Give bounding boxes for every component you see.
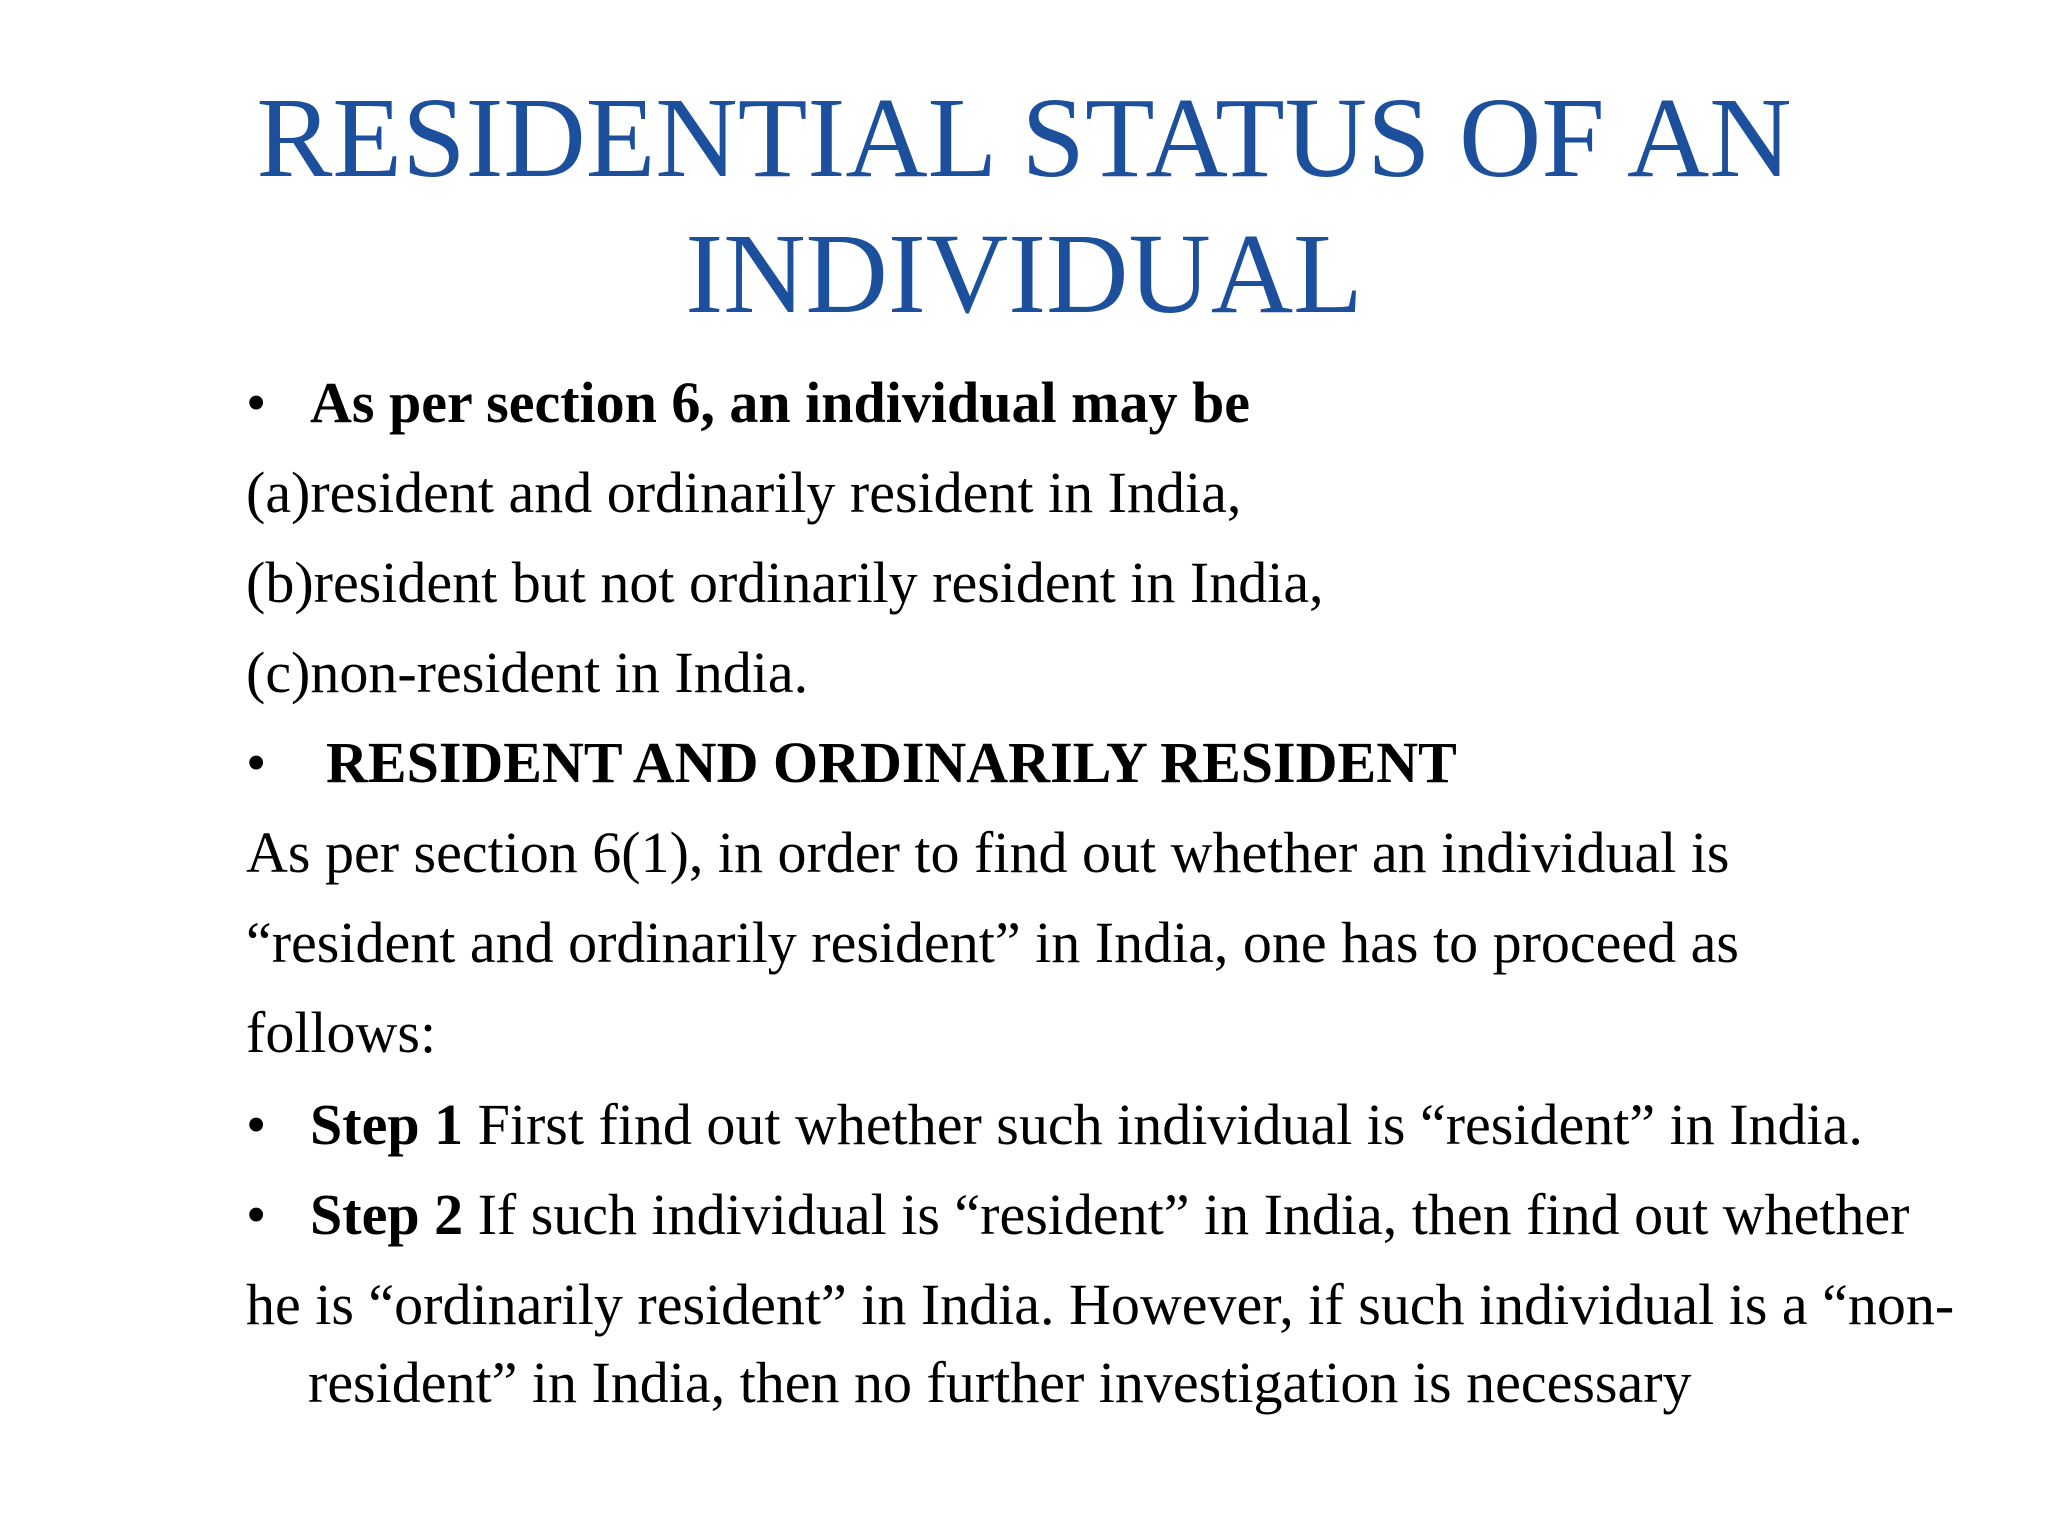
slide-title-line-2: INDIVIDUAL: [685, 210, 1363, 337]
bullet-marker: •: [246, 370, 267, 435]
step-1-label: Step 1: [310, 1092, 464, 1157]
option-b: (b)resident but not ordinarily resident in India,: [246, 550, 1324, 615]
step-2-content: [310, 1180, 1909, 1250]
step-2-continuation-2: resident” in India, then no further investigation is necessary: [308, 1350, 1692, 1415]
paragraph-line-1: As per section 6(1), in order to find out whether an individual is: [246, 820, 1730, 885]
step-2-text: If such individual is “resident” in India, then find out whether: [463, 1182, 1910, 1247]
step-2-continuation: he is “ordinarily resident” in India. However, if such individual is a “non-: [246, 1272, 1955, 1337]
option-a: (a)resident and ordinarily resident in India,: [246, 460, 1242, 525]
step-1-text: First find out whether such individual is “resident” in India.: [463, 1092, 1863, 1157]
paragraph-line-3: follows:: [246, 1000, 437, 1065]
paragraph-line-2: “resident and ordinarily resident” in India, one has to proceed as: [246, 910, 1739, 975]
step-1-content: [310, 1090, 1863, 1160]
section-heading: RESIDENT AND ORDINARILY RESIDENT: [326, 730, 1457, 795]
option-c: (c)non-resident in India.: [246, 640, 809, 705]
step-2-label: Step 2: [310, 1182, 464, 1247]
intro-bullet-text: As per section 6, an individual may be: [310, 370, 1250, 435]
bullet-marker: •: [246, 1092, 267, 1157]
slide-title-line-1: RESIDENTIAL STATUS OF AN: [256, 74, 1792, 201]
bullet-marker: •: [246, 1182, 267, 1247]
bullet-marker: •: [246, 730, 267, 795]
